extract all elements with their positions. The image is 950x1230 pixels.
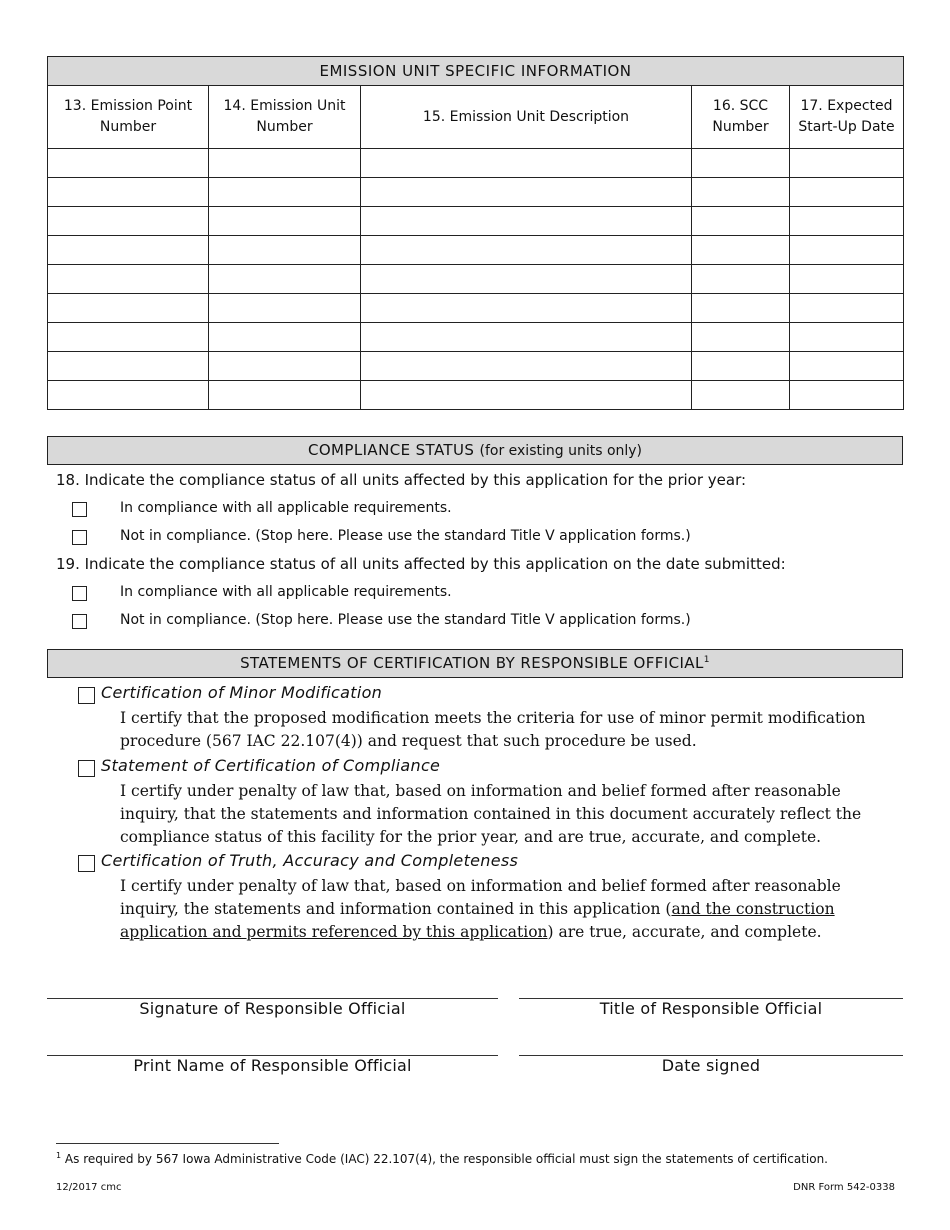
table-cell-input[interactable] <box>48 207 209 236</box>
compliance-cert-title: Statement of Certification of Compliance <box>101 756 441 775</box>
table-row <box>48 352 904 381</box>
minor-modification-title: Certification of Minor Modification <box>101 683 383 702</box>
table-cell-input[interactable] <box>361 178 692 207</box>
q19-not-in-compliance-label: Not in compliance. (Stop here. Please use the standard Title V application forms.) <box>120 612 691 628</box>
table-cell-input[interactable] <box>48 294 209 323</box>
table-cell-input[interactable] <box>692 207 790 236</box>
footnote-divider <box>56 1143 279 1144</box>
table-cell-input[interactable] <box>692 381 790 410</box>
col-emission-point-number: 13. Emission Point Number <box>48 86 209 149</box>
table-cell-input[interactable] <box>692 236 790 265</box>
signature-label: Signature of Responsible Official <box>139 999 406 1018</box>
q19-not-in-compliance-checkbox[interactable] <box>72 614 87 629</box>
table-row <box>48 207 904 236</box>
table-cell-input[interactable] <box>48 149 209 178</box>
table-cell-input[interactable] <box>692 149 790 178</box>
col-emission-unit-number: 14. Emission Unit Number <box>209 86 361 149</box>
table-cell-input[interactable] <box>790 294 904 323</box>
compliance-cert-body: I certify under penalty of law that, based on information and belief formed after reasonable inquiry, that the statements and information contained in this document accurately reflect the compliance status of this facility for the prior year, and are true, accurate, and complete. <box>120 782 862 846</box>
q18-not-in-compliance-checkbox[interactable] <box>72 530 87 545</box>
table-cell-input[interactable] <box>48 323 209 352</box>
table-cell-input[interactable] <box>790 178 904 207</box>
table-cell-input[interactable] <box>361 236 692 265</box>
table-cell-input[interactable] <box>209 149 361 178</box>
footer-revision: 12/2017 cmc <box>56 1182 122 1193</box>
minor-modification-cert <box>78 683 898 753</box>
table-cell-input[interactable] <box>692 178 790 207</box>
table-cell-input[interactable] <box>790 207 904 236</box>
truth-accuracy-checkbox[interactable] <box>78 855 95 872</box>
table-cell-input[interactable] <box>209 178 361 207</box>
table-cell-input[interactable] <box>790 323 904 352</box>
table-cell-input[interactable] <box>790 381 904 410</box>
truth-accuracy-title: Certification of Truth, Accuracy and Completeness <box>101 851 519 870</box>
question-18: 18. Indicate the compliance status of all units affected by this application for the prior year: <box>56 471 747 489</box>
table-cell-input[interactable] <box>209 294 361 323</box>
minor-modification-body: I certify that the proposed modification meets the criteria for use of minor permit modification procedure (567 IAC 22.107(4)) and request that such procedure be used. <box>120 709 866 750</box>
footnote-mark: 1 <box>56 1151 62 1160</box>
q18-in-compliance-checkbox[interactable] <box>72 502 87 517</box>
table-cell-input[interactable] <box>361 381 692 410</box>
certification-footnote-mark: 1 <box>703 655 710 665</box>
table-cell-input[interactable] <box>48 352 209 381</box>
date-signed-label: Date signed <box>661 1056 761 1075</box>
emission-unit-table <box>47 56 904 410</box>
compliance-header-main: COMPLIANCE STATUS <box>307 441 475 459</box>
footnote <box>56 1152 828 1166</box>
print-name-label: Print Name of Responsible Official <box>133 1056 412 1075</box>
table-cell-input[interactable] <box>48 381 209 410</box>
q19-in-compliance-checkbox[interactable] <box>72 586 87 601</box>
table-cell-input[interactable] <box>361 265 692 294</box>
table-cell-input[interactable] <box>361 352 692 381</box>
table-cell-input[interactable] <box>692 265 790 294</box>
truth-body-part-2: ) are true, accurate, and complete. <box>547 923 822 941</box>
minor-modification-checkbox[interactable] <box>78 687 95 704</box>
title-label: Title of Responsible Official <box>599 999 823 1018</box>
table-cell-input[interactable] <box>209 323 361 352</box>
compliance-cert-checkbox[interactable] <box>78 760 95 777</box>
certification-header <box>47 649 903 678</box>
table-cell-input[interactable] <box>361 149 692 178</box>
table-cell-input[interactable] <box>48 265 209 294</box>
table-cell-input[interactable] <box>361 323 692 352</box>
footer-form-number: DNR Form 542-0338 <box>793 1182 895 1193</box>
table-row <box>48 149 904 178</box>
emission-table-header: EMISSION UNIT SPECIFIC INFORMATION <box>48 57 904 86</box>
col-emission-unit-description: 15. Emission Unit Description <box>361 86 692 149</box>
table-cell-input[interactable] <box>790 236 904 265</box>
table-cell-input[interactable] <box>48 178 209 207</box>
table-cell-input[interactable] <box>209 381 361 410</box>
compliance-cert <box>78 756 898 851</box>
table-cell-input[interactable] <box>209 236 361 265</box>
col-expected-start-up-date: 17. Expected Start-Up Date <box>790 86 904 149</box>
table-cell-input[interactable] <box>692 323 790 352</box>
table-cell-input[interactable] <box>790 352 904 381</box>
table-cell-input[interactable] <box>790 149 904 178</box>
table-cell-input[interactable] <box>692 352 790 381</box>
certification-header-text: STATEMENTS OF CERTIFICATION BY RESPONSIBLE OFFICIAL <box>240 654 704 672</box>
table-cell-input[interactable] <box>48 236 209 265</box>
table-row <box>48 265 904 294</box>
q18-not-in-compliance-label: Not in compliance. (Stop here. Please use the standard Title V application forms.) <box>120 528 691 544</box>
table-cell-input[interactable] <box>209 207 361 236</box>
compliance-status-header <box>47 436 903 465</box>
table-cell-input[interactable] <box>361 294 692 323</box>
footnote-text: As required by 567 Iowa Administrative Code (IAC) 22.107(4), the responsible official must sign the statements of certification. <box>64 1152 828 1166</box>
truth-accuracy-body <box>120 875 900 944</box>
table-row <box>48 236 904 265</box>
table-cell-input[interactable] <box>209 352 361 381</box>
compliance-header-note: (for existing units only) <box>479 443 643 459</box>
table-row <box>48 323 904 352</box>
table-cell-input[interactable] <box>361 207 692 236</box>
table-row <box>48 178 904 207</box>
question-19: 19. Indicate the compliance status of all units affected by this application on the date submitted: <box>56 555 786 573</box>
q18-in-compliance-label: In compliance with all applicable requirements. <box>120 500 452 516</box>
table-cell-input[interactable] <box>692 294 790 323</box>
table-row <box>48 294 904 323</box>
truth-body-part-1: I certify under penalty of law that, based on information and belief formed after reasonable inquiry, the statements and information contained in this application ( <box>120 877 841 918</box>
table-cell-input[interactable] <box>209 265 361 294</box>
q19-in-compliance-label: In compliance with all applicable requirements. <box>120 584 452 600</box>
table-cell-input[interactable] <box>790 265 904 294</box>
truth-body-underlined: and the construction application and permits referenced by this application <box>120 900 835 941</box>
truth-accuracy-cert <box>78 851 898 946</box>
col-scc-number: 16. SCC Number <box>692 86 790 149</box>
table-row <box>48 381 904 410</box>
